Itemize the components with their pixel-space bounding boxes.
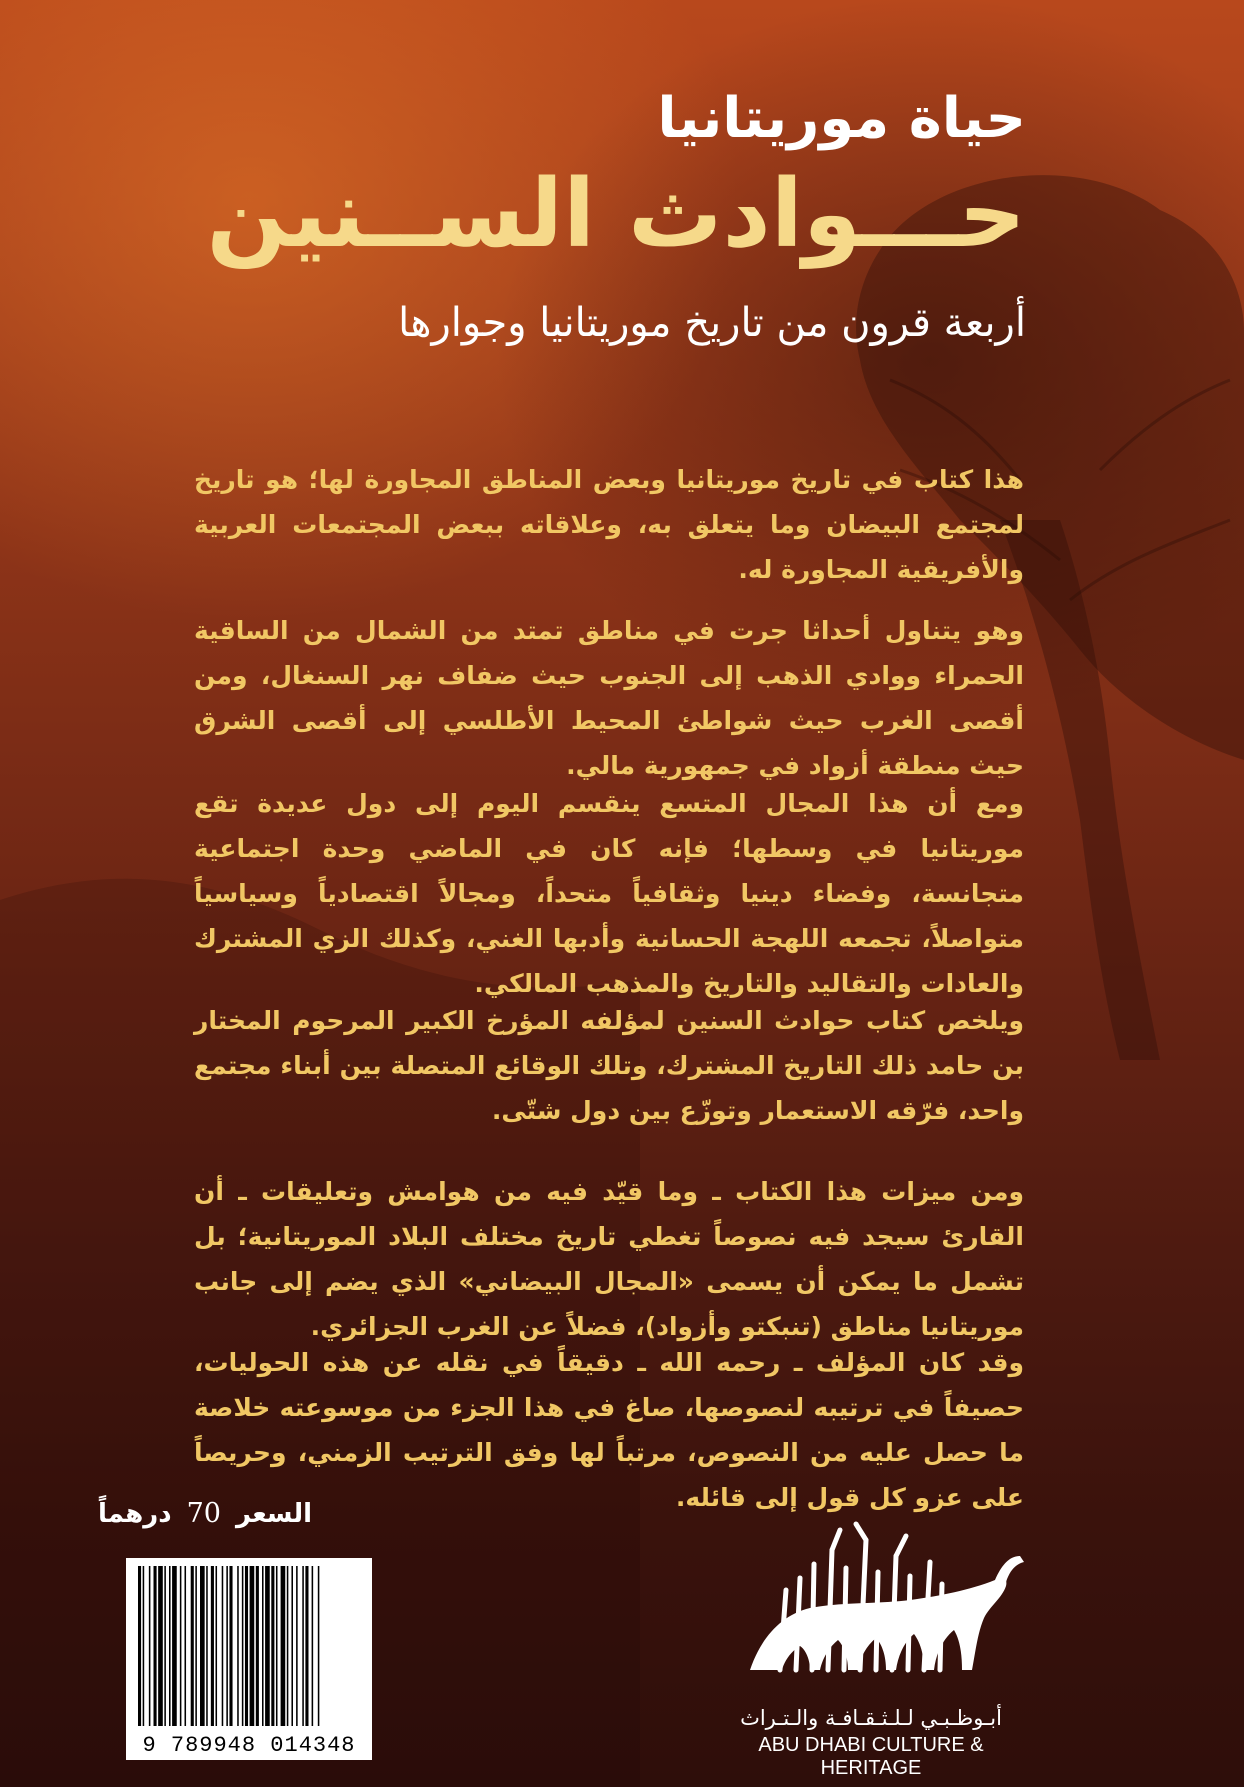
price-label [98, 1498, 312, 1529]
publisher-name-english: ABU DHABI CULTURE & HERITAGE [758, 1734, 984, 1779]
barcode-bars [138, 1566, 360, 1726]
blurb-paragraph: ومن ميزات هذا الكتاب ـ وما قيّد فيه من هوامش وتعليقات ـ أن القارئ سيجد فيه نصوصاً تغطي تاريخ مختلف البلاد الموريتانية؛ بل تشمل ما يمكن أن يسمى «المجال البيضاني» الذي يضم إلى جانب موريتانيا مناطق (تنبكتو وأزواد)، فضلاً عن الغرب الجزائري. [194, 1177, 1024, 1341]
book-subtitle: أربعة قرون من تاريخ موريتانيا وجوارها [398, 300, 1026, 346]
price-amount: 70 [186, 1498, 221, 1529]
book-title: حـــوادث الســنين [206, 160, 1026, 269]
isbn-number: 9 789948 014348 [142, 1733, 356, 1758]
publisher-logo-icon [740, 1520, 1030, 1705]
blurb-paragraph: ومع أن هذا المجال المتسع ينقسم اليوم إلى دول عديدة تقع موريتانيا في وسطها؛ فإنه كان في الماضي وحدة اجتماعية متجانسة، وفضاء دينيا وثقافياً متحداً، ومجالاً اقتصادياً وسياسياً متواصلاً، تجمعه اللهجة الحسانية وأدبها الغني، وكذلك الزي المشترك والعادات والتقاليد والتاريخ والمذهب المالكي. [194, 789, 1024, 998]
blurb-paragraph: وهو يتناول أحداثا جرت في مناطق تمتد من الشمال من الساقية الحمراء ووادي الذهب إلى الجنوب حيث ضفاف نهر السنغال، ومن أقصى الغرب حيث شواطئ المحيط الأطلسي إلى أقصى الشرق حيث منطقة أزواد في جمهورية مالي. [194, 616, 1024, 780]
isbn-barcode [126, 1558, 372, 1760]
blurb-paragraph: ويلخص كتاب حوادث السنين لمؤلفه المؤرخ الكبير المرحوم المختار بن حامد ذلك التاريخ المشترك، وتلك الوقائع المتصلة بين أبناء مجتمع واحد، فرّقه الاستعمار وتوزّع بين دول شتّى. [194, 1006, 1024, 1125]
blurb-paragraph: هذا كتاب في تاريخ موريتانيا وبعض المناطق المجاورة لها؛ هو تاريخ لمجتمع البيضان وما يتعلق به، وعلاقاته ببعض المجتمعات العربية والأفريقية المجاورة له. [194, 465, 1024, 584]
blurb-paragraph: وقد كان المؤلف ـ رحمه الله ـ دقيقاً في نقله عن هذه الحوليات، حصيفاً في ترتيبه لنصوصها، صاغ في هذا الجزء من موسوعته خلاصة ما حصل عليه من النصوص، مرتباً لها وفق الترتيب الزمني، وحريصاً على عزو كل قول إلى قائله. [194, 1348, 1024, 1512]
publisher-name-arabic: أبـوظـبـي لـلـثـقـافـة والـتـراث [740, 1706, 1002, 1730]
price-currency: درهماً [98, 1499, 172, 1529]
series-title: حياة موريتانيا [657, 86, 1026, 151]
price-word: السعر [236, 1499, 312, 1529]
